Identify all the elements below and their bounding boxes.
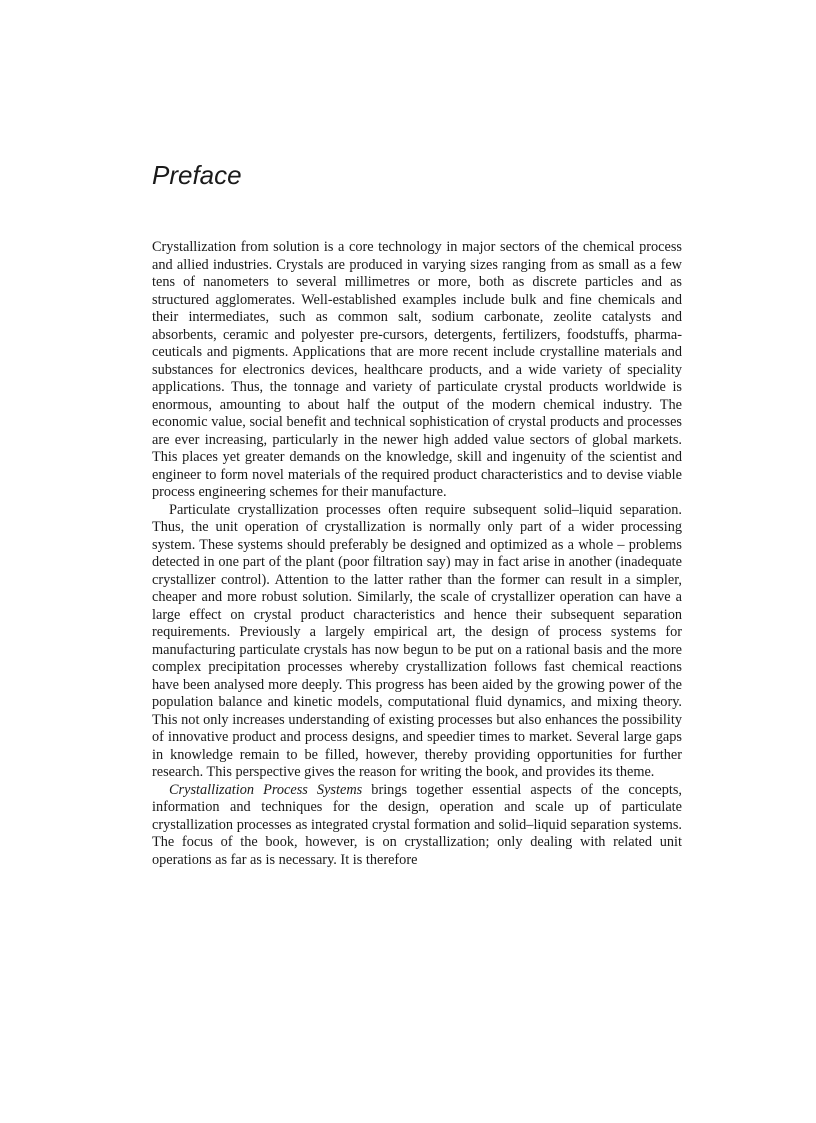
paragraph-3-text: brings together essential aspects of the concepts, information and techniques for the design, operation and scale up of particulate crystallization processes as integrated crystal formation and solid–liquid separation systems. The focus of the book, however, is on crystallization; only dealing with related unit operations as far as is necessary. It is therefore xyxy=(152,781,682,868)
paragraph-2: Particulate crystallization processes often require subsequent solid–liquid separation. Thus, the unit operation of crystallization is normally only part of a wider processing system. These systems should preferably be designed and optimized as a whole – problems detected in one part of the plant (poor filtration say) may in fact arise in another (inadequate crystallizer control). Attention to the latter rather than the former can result in a simpler, cheaper and more robust solution. Similarly, the scale of crystallizer operation can have a large effect on crystal product characteristics and hence their subsequent separation requirements. Previously a largely empirical art, the design of process systems for manufacturing particulate crystals has now begun to be put on a rational basis and the more complex precipitation processes whereby crystallization follows fast chemical reactions have been analysed more deeply. This progress has been aided by the growing power of the population balance and kinetic models, computational fluid dynamics, and mixing theory. This not only increases understanding of existing processes but also enhances the possibility of innovative product and process designs, and speedier times to market. Several large gaps in knowledge remain to be filled, however, thereby providing opportunities for further research. This perspective gives the reason for writing the book, and provides its theme. xyxy=(152,501,682,780)
chapter-title: Preface xyxy=(152,160,242,190)
paragraph-1: Crystallization from solution is a core technology in major sectors of the chemical process and allied industries. Crystals are produced in varying sizes ranging from as small as a few tens of nanometers to several millimetres or more, both as discrete particles and as structured agglomerates. Well-established examples include bulk and fine chemicals and their intermediates, such as common salt, sodium carbonate, zeolite catalysts and absorbents, ceramic and polyester pre-cursors, detergents, fertilizers, foodstuffs, pharmaceuticals and pigments. Applications that are more recent include crystalline materials and substances for electronics devices, healthcare products, and a wide variety of speciality applications. Thus, the tonnage and variety of particulate crystal products worldwide is enormous, amounting to about half the output of the modern chemical industry. The economic value, social benefit and technical sophistication of crystal products and processes are ever increasing, particularly in the newer high added value sectors of global markets. This places yet greater demands on the knowledge, skill and ingenuity of the scientist and engineer to form novel materials of the required product characteristics and to devise viable process engineering schemes for their manufacture. xyxy=(152,239,682,500)
preface-body xyxy=(152,239,682,869)
book-title: Crystallization Process Systems xyxy=(169,781,363,798)
paragraph-3 xyxy=(152,782,682,870)
